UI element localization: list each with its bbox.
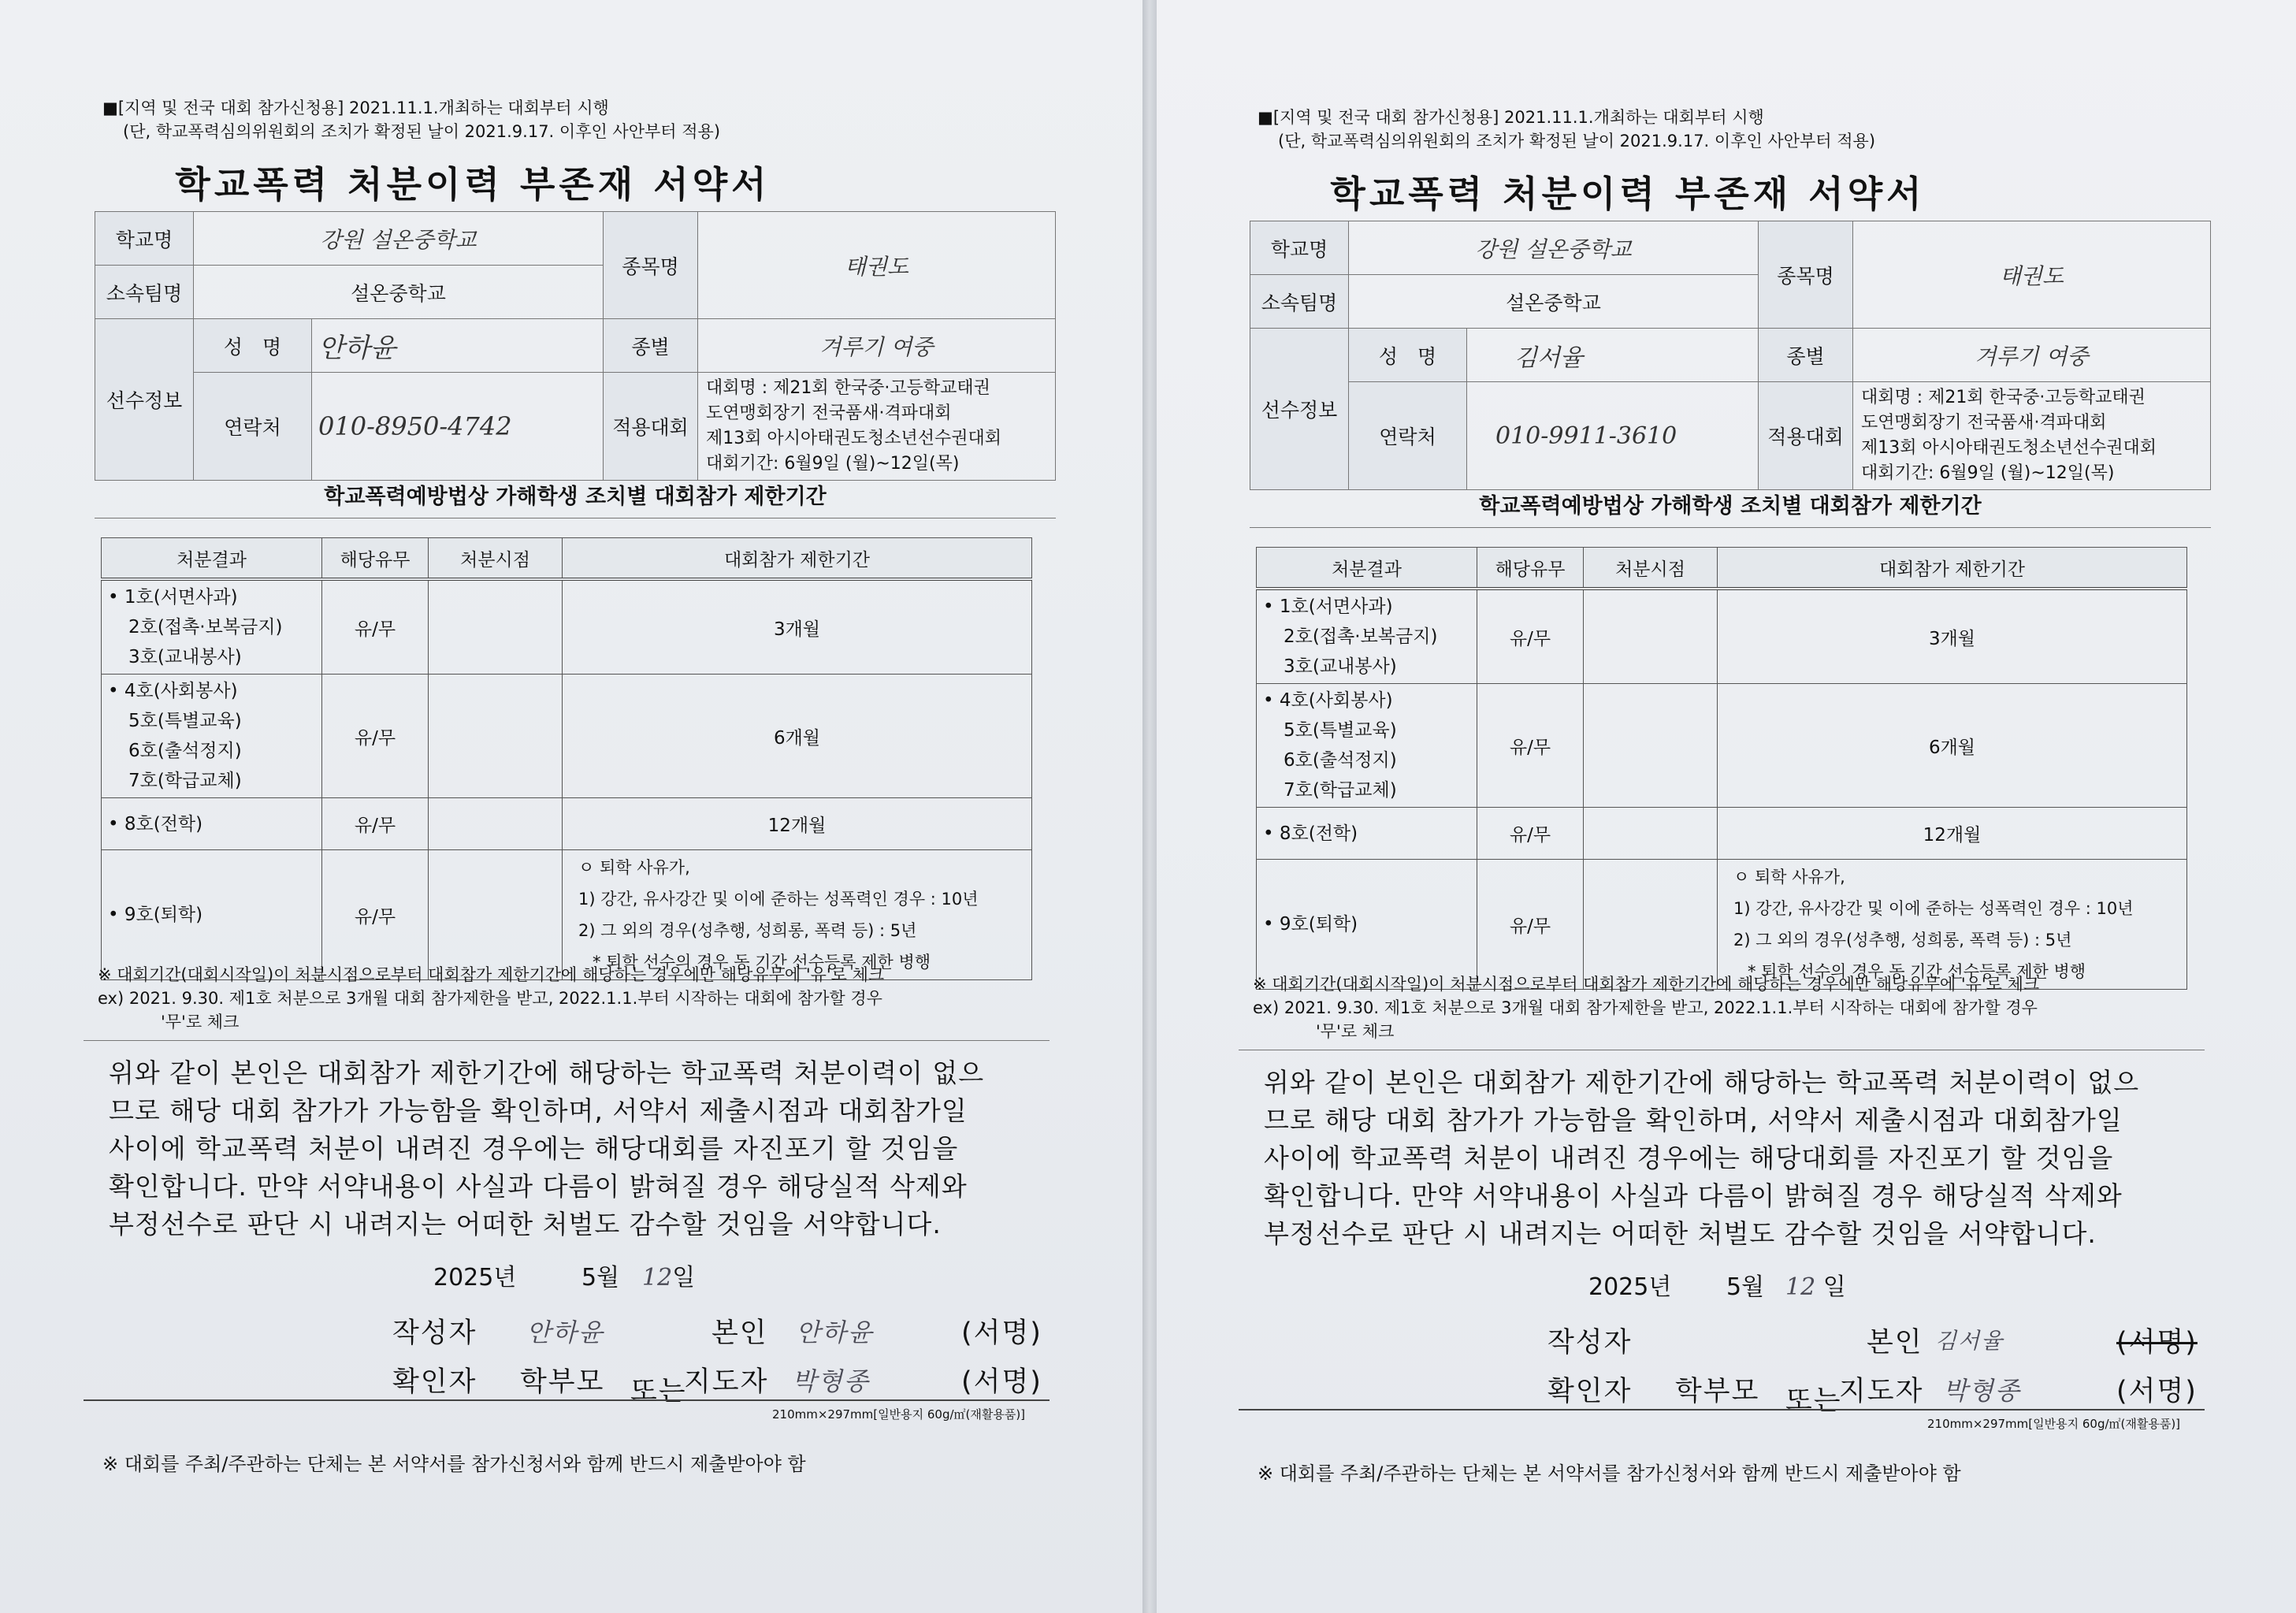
penalty-table: [101, 537, 1032, 980]
note-line: '무'로 체크: [161, 1013, 240, 1031]
school-value: 강원 설온중학교: [1349, 221, 1759, 275]
name-label: 성 명: [1349, 329, 1467, 382]
result-item: 3호(교내봉사): [1284, 656, 1397, 677]
sign-label: (서명): [961, 1366, 1042, 1398]
time-cell[interactable]: [429, 579, 563, 675]
pledge-line: 므로 해당 대회 참가가 가능함을 확인하며, 서약서 제출시점과 대회참가일: [109, 1095, 968, 1126]
time-cell[interactable]: [1584, 589, 1718, 684]
competition-line: 대회명 : 제21회 한국중·고등학교태권: [706, 378, 990, 398]
notice: [102, 96, 720, 143]
col-header-applicable: 해당유무: [1477, 548, 1584, 589]
col-header-result: 처분결과: [1257, 548, 1477, 589]
contact-label: 연락처: [1349, 382, 1467, 490]
pledge-line: 확인합니다. 만약 서약내용이 사실과 다름이 밝혀질 경우 해당실적 삭제와: [1264, 1180, 2123, 1211]
school-value: 강원 설온중학교: [194, 212, 604, 266]
date-day-suffix: 일: [672, 1264, 696, 1292]
pledge-line: 사이에 학교폭력 처분이 내려진 경우에는 해당대회를 자진포기 할 것임을: [109, 1133, 959, 1164]
info-table: [95, 211, 1056, 481]
result-item: • 9호(퇴학): [108, 905, 203, 925]
check-note: [98, 963, 884, 1034]
limit-line: 2) 그 외의 경우(성추행, 성희롱, 폭력 등) : 5년: [578, 921, 917, 940]
result-item: 7호(학급교체): [1284, 780, 1397, 801]
category-label: 종별: [1759, 329, 1853, 382]
notice-line: (단, 학교폭력심의위원회의 조치가 확정된 날이 2021.9.17. 이후인 사안부터 적용): [123, 122, 721, 141]
writer-signature[interactable]: 안하윤: [526, 1318, 604, 1347]
limit-cell: [563, 850, 1032, 980]
time-cell[interactable]: [1584, 684, 1718, 808]
limit-cell: 6개월: [563, 675, 1032, 798]
penalty-subtitle: 학교폭력예방법상 가해학생 조치별 대회참가 제한기간: [1250, 489, 2211, 528]
limit-line: ㅇ 퇴학 사유가,: [1733, 868, 1845, 886]
coach-label: 지도자: [1839, 1376, 1924, 1407]
category-label: 종별: [604, 319, 698, 373]
sign-label: (서명): [2116, 1376, 2198, 1407]
col-header-limit: 대회참가 제한기간: [563, 538, 1032, 580]
limit-cell: 12개월: [1718, 808, 2187, 860]
applicable-checkbox[interactable]: 유/무: [322, 850, 429, 980]
category-value: 겨루기 여중: [698, 319, 1056, 373]
note-line: ex) 2021. 9.30. 제1호 처분으로 3개월 대회 참가제한을 받고, 2022.1.1.부터 시작하는 대회에 참가할 경우: [1253, 998, 2038, 1017]
note-line: ※ 대회기간(대회시작일)이 처분시점으로부터 대회참가 제한기간에 해당하는 경우에만 해당유무에 '유'로 체크: [98, 965, 885, 984]
contact-value: 010-8950-4742: [312, 373, 604, 481]
date-month: 5월: [581, 1264, 620, 1292]
limit-line: 1) 강간, 유사강간 및 이에 준하는 성폭력인 경우 : 10년: [578, 890, 979, 909]
team-label: 소속팀명: [1250, 275, 1349, 329]
date-day-value: 12: [1785, 1273, 1816, 1301]
info-table: [1250, 221, 2211, 490]
result-cell: [1257, 808, 1477, 860]
pledge-sheet-left: [0, 0, 1142, 1613]
limit-cell: [1718, 860, 2187, 990]
sign-label: (서명): [2116, 1327, 2198, 1358]
col-header-time: 처분시점: [429, 538, 563, 580]
date-month: 5월: [1726, 1273, 1765, 1301]
result-item: • 8호(전학): [108, 813, 203, 834]
result-item: • 8호(전학): [1263, 823, 1358, 844]
document-title: 학교폭력 처분이력 부존재 서약서: [1330, 173, 1926, 215]
event-value: 태권도: [1853, 221, 2211, 329]
player-info-label: 선수정보: [1250, 329, 1349, 490]
pledge-line: 사이에 학교폭력 처분이 내려진 경우에는 해당대회를 자진포기 할 것임을: [1264, 1143, 2114, 1173]
note-line: '무'로 체크: [1316, 1022, 1395, 1041]
competition-line: 대회기간: 6월9일 (월)~12일(목): [1861, 463, 2115, 483]
time-cell[interactable]: [429, 675, 563, 798]
school-label: 학교명: [1250, 221, 1349, 275]
notice: [1258, 106, 1875, 153]
pledge-line: 확인합니다. 만약 서약내용이 사실과 다름이 밝혀질 경우 해당실적 삭제와: [109, 1171, 968, 1202]
competition-line: 도연맹회장기 전국품새·격파대회: [706, 403, 952, 423]
limit-line: ㅇ 퇴학 사유가,: [578, 858, 690, 877]
time-cell[interactable]: [1584, 860, 1718, 990]
pledge-line: 위와 같이 본인은 대회참가 제한기간에 해당하는 학교폭력 처분이력이 없으: [1264, 1067, 2140, 1098]
result-item: • 1호(서면사과): [108, 587, 238, 608]
competition-line: 제13회 아시아태권도청소년선수권대회: [706, 429, 1002, 448]
result-item: 2호(접촉·보복금지): [1284, 626, 1438, 647]
competition-label: 적용대회: [1759, 382, 1853, 490]
result-cell: [1257, 684, 1477, 808]
confirmer-label: 확인자: [1547, 1376, 1633, 1407]
footer-note: ※ 대회를 주최/주관하는 단체는 본 서약서를 참가신청서와 함께 반드시 제출받아야 함: [102, 1453, 806, 1475]
name-value: 안하윤: [312, 319, 604, 373]
coach-label: 지도자: [684, 1366, 769, 1398]
applicable-checkbox[interactable]: 유/무: [1477, 808, 1584, 860]
date-year: 2025년: [433, 1264, 517, 1292]
note-line: ex) 2021. 9.30. 제1호 처분으로 3개월 대회 참가제한을 받고, 2022.1.1.부터 시작하는 대회에 참가할 경우: [98, 989, 882, 1008]
limit-cell: 12개월: [563, 798, 1032, 850]
limit-line: * 퇴학 선수의 경우 동 기간 선수등록 제한 병행: [593, 953, 931, 972]
notice-line: ■[지역 및 전국 대회 참가신청용] 2021.11.1.개최하는 대회부터 시행: [102, 98, 609, 117]
result-item: 7호(학급교체): [128, 771, 242, 791]
pledge-line: 므로 해당 대회 참가가 가능함을 확인하며, 서약서 제출시점과 대회참가일: [1264, 1105, 2123, 1135]
limit-line: * 퇴학 선수의 경우 동 기간 선수등록 제한 병행: [1748, 962, 2086, 981]
time-cell[interactable]: [429, 850, 563, 980]
team-value: 설온중학교: [194, 266, 604, 319]
footer-note: ※ 대회를 주최/주관하는 단체는 본 서약서를 참가신청서와 함께 반드시 제출받아야 함: [1258, 1462, 1961, 1485]
date-day-value: 12: [642, 1264, 673, 1292]
col-header-limit: 대회참가 제한기간: [1718, 548, 2187, 589]
pledge-line: 부정선수로 판단 시 내려지는 어떠한 처벌도 감수할 것임을 서약합니다.: [1264, 1218, 2097, 1249]
or-label: 또는: [1785, 1385, 1842, 1417]
result-cell: [102, 798, 322, 850]
result-cell: [102, 579, 322, 675]
result-item: • 1호(서면사과): [1263, 597, 1393, 617]
divider: [1239, 1409, 2205, 1410]
applicable-checkbox[interactable]: 유/무: [1477, 860, 1584, 990]
name-value: 김서율: [1467, 329, 1759, 382]
competition-line: 대회기간: 6월9일 (월)~12일(목): [706, 454, 960, 474]
date-day: [1785, 1267, 1846, 1302]
category-value: 겨루기 여중: [1853, 329, 2211, 382]
limit-cell: 6개월: [1718, 684, 2187, 808]
date-day: [642, 1258, 695, 1292]
limit-line: 2) 그 외의 경우(성추행, 성희롱, 폭력 등) : 5년: [1733, 931, 2072, 950]
result-item: 2호(접촉·보복금지): [128, 617, 283, 637]
col-header-applicable: 해당유무: [322, 538, 429, 580]
name-label: 성 명: [194, 319, 312, 373]
pledge-sheet-right: [1157, 0, 2296, 1613]
competition-line: 대회명 : 제21회 한국중·고등학교태권: [1861, 388, 2146, 407]
school-label: 학교명: [95, 212, 194, 266]
result-item: 6호(출석정지): [1284, 750, 1397, 771]
event-label: 종목명: [1759, 221, 1853, 329]
self-label: 본인: [1867, 1327, 1923, 1358]
result-item: 6호(출석정지): [128, 741, 242, 761]
result-cell: [1257, 589, 1477, 684]
pledge-text: [1264, 1064, 2209, 1253]
player-info-label: 선수정보: [95, 319, 194, 481]
self-signature[interactable]: 안하윤: [796, 1318, 874, 1347]
event-label: 종목명: [604, 212, 698, 319]
parent-label: 학부모: [1675, 1376, 1760, 1407]
sign-label: (서명): [961, 1318, 1042, 1349]
col-header-result: 처분결과: [102, 538, 322, 580]
result-item: 5호(특별교육): [128, 711, 242, 731]
result-cell: [102, 850, 322, 980]
parent-label: 학부모: [520, 1366, 605, 1398]
writer-label: 작성자: [392, 1318, 477, 1349]
time-cell[interactable]: [429, 798, 563, 850]
pledge-text: [109, 1054, 1054, 1243]
result-item: 5호(특별교육): [1284, 720, 1397, 741]
notice-line: ■[지역 및 전국 대회 참가신청용] 2021.11.1.개최하는 대회부터 시행: [1258, 108, 1764, 127]
divider: [84, 1399, 1050, 1401]
pledge-line: 부정선수로 판단 시 내려지는 어떠한 처벌도 감수할 것임을 서약합니다.: [109, 1209, 942, 1239]
limit-cell: 3개월: [1718, 589, 2187, 684]
col-header-time: 처분시점: [1584, 548, 1718, 589]
applicable-checkbox[interactable]: 유/무: [322, 579, 429, 675]
competition-line: 제13회 아시아태권도청소년선수권대회: [1861, 438, 2157, 458]
result-item: • 9호(퇴학): [1263, 914, 1358, 935]
result-item: • 4호(사회봉사): [108, 681, 238, 701]
penalty-table: [1256, 547, 2187, 990]
competition-info: [1853, 382, 2211, 490]
applicable-checkbox[interactable]: 유/무: [322, 675, 429, 798]
divider: [84, 1040, 1050, 1041]
paper-size-note: 210mm×297mm[일반용지 60g/㎡(재활용품)]: [772, 1407, 1026, 1422]
notice-line: (단, 학교폭력심의위원회의 조치가 확정된 날이 2021.9.17. 이후인 사안부터 적용): [1278, 132, 1876, 151]
paper-size-note: 210mm×297mm[일반용지 60g/㎡(재활용품)]: [1927, 1417, 2181, 1431]
coach-signature[interactable]: 박형종: [792, 1366, 870, 1396]
event-value: 태권도: [698, 212, 1056, 319]
competition-label: 적용대회: [604, 373, 698, 481]
result-cell: [102, 675, 322, 798]
date-year: 2025년: [1588, 1273, 1672, 1301]
competition-info: [698, 373, 1056, 481]
applicable-checkbox[interactable]: 유/무: [322, 798, 429, 850]
confirmer-label: 확인자: [392, 1366, 477, 1398]
result-cell: [1257, 860, 1477, 990]
applicable-checkbox[interactable]: 유/무: [1477, 684, 1584, 808]
or-label: 또는: [630, 1376, 687, 1407]
coach-signature[interactable]: 박형종: [1943, 1376, 2021, 1406]
result-item: 3호(교내봉사): [128, 647, 242, 667]
writer-label: 작성자: [1547, 1327, 1633, 1358]
penalty-subtitle: 학교폭력예방법상 가해학생 조치별 대회참가 제한기간: [95, 479, 1056, 518]
team-label: 소속팀명: [95, 266, 194, 319]
self-signature[interactable]: 김서율: [1935, 1328, 2004, 1354]
document-title: 학교폭력 처분이력 부존재 서약서: [175, 163, 771, 206]
applicable-checkbox[interactable]: 유/무: [1477, 589, 1584, 684]
time-cell[interactable]: [1584, 808, 1718, 860]
date-day-suffix: 일: [1822, 1273, 1846, 1301]
self-label: 본인: [711, 1318, 768, 1349]
pledge-line: 위와 같이 본인은 대회참가 제한기간에 해당하는 학교폭력 처분이력이 없으: [109, 1057, 985, 1088]
limit-line: 1) 강간, 유사강간 및 이에 준하는 성폭력인 경우 : 10년: [1733, 899, 2134, 918]
team-value: 설온중학교: [1349, 275, 1759, 329]
contact-value: 010-9911-3610: [1467, 382, 1759, 490]
competition-line: 도연맹회장기 전국품새·격파대회: [1861, 413, 2107, 433]
check-note: [1253, 972, 2039, 1043]
note-line: ※ 대회기간(대회시작일)이 처분시점으로부터 대회참가 제한기간에 해당하는 경우에만 해당유무에 '유'로 체크: [1253, 975, 2040, 994]
limit-cell: 3개월: [563, 579, 1032, 675]
contact-label: 연락처: [194, 373, 312, 481]
result-item: • 4호(사회봉사): [1263, 690, 1393, 711]
